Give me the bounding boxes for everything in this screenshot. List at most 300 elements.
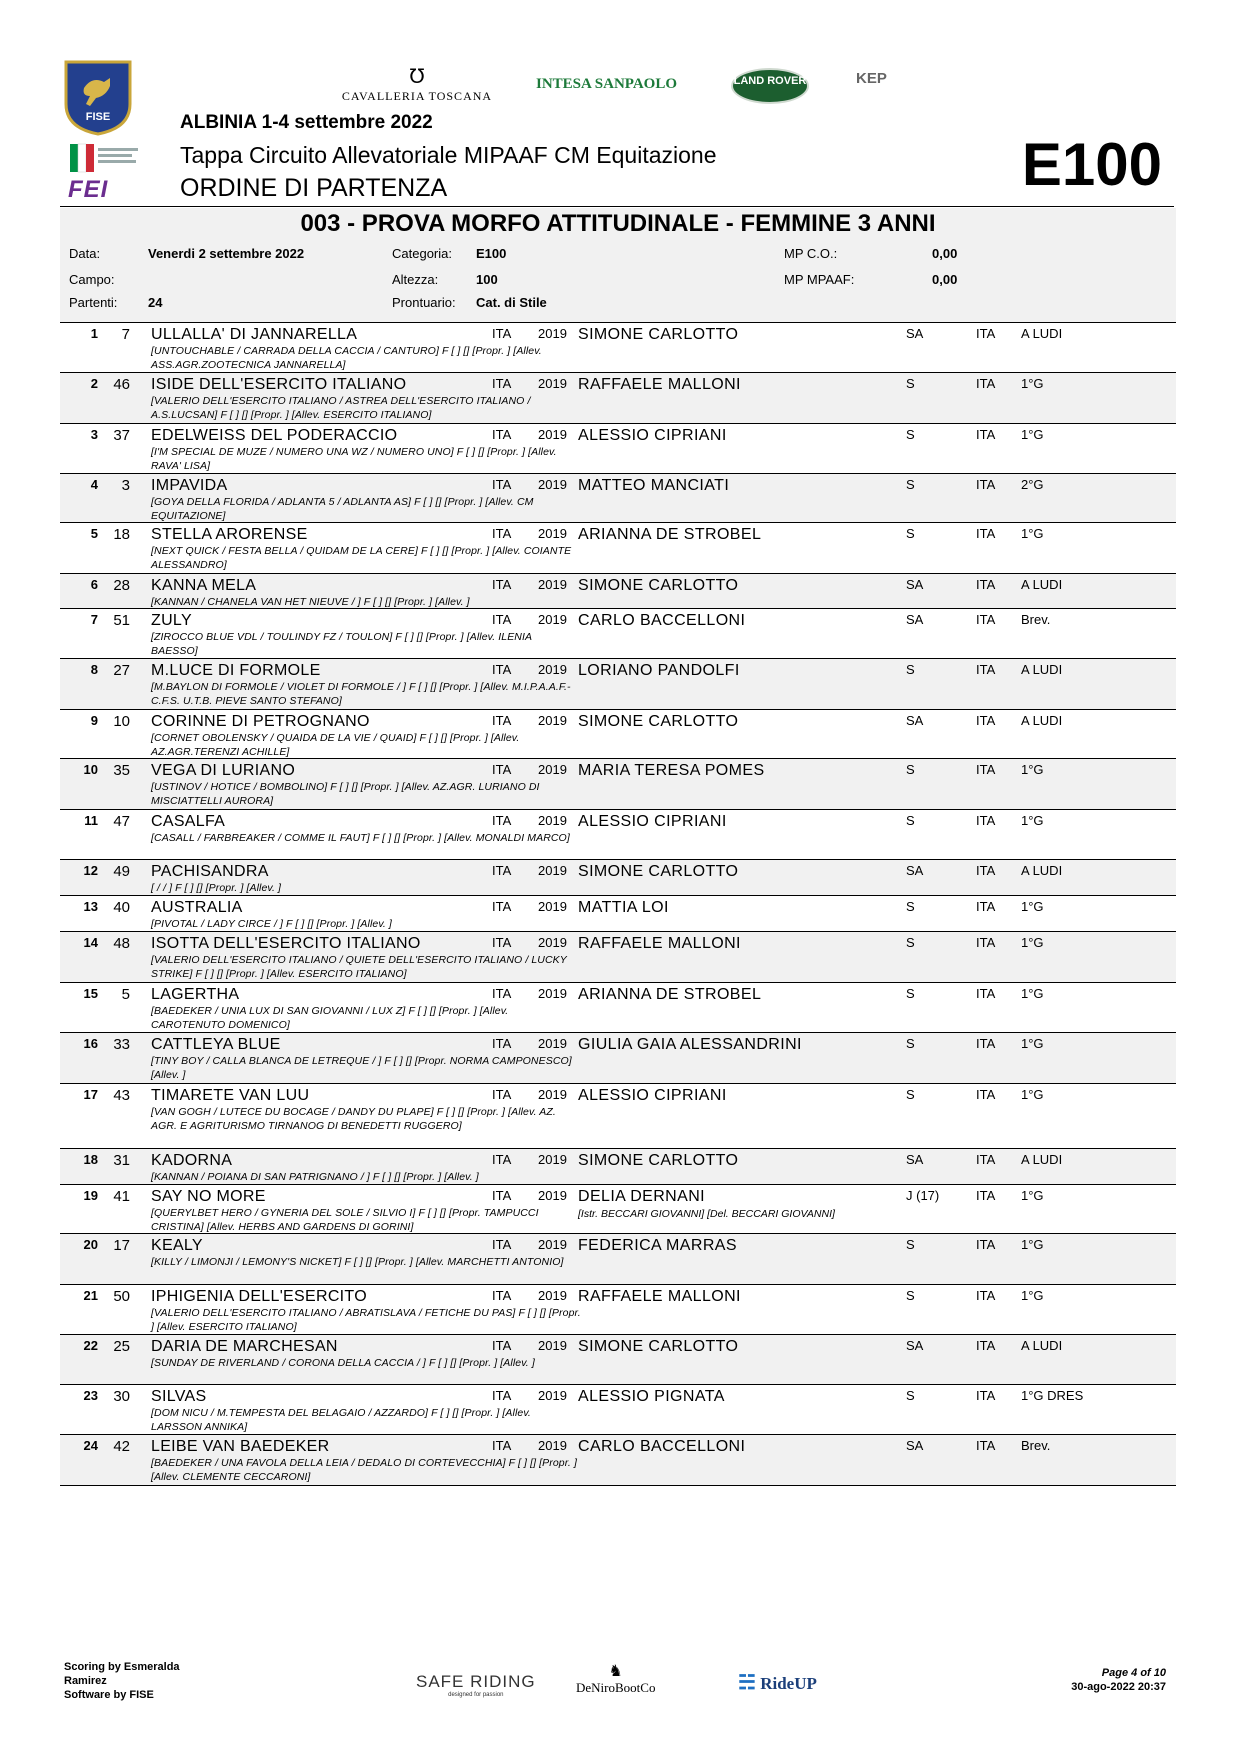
start-order: 18 — [83, 1152, 98, 1167]
rider-name: SIMONE CARLOTTO — [578, 1338, 739, 1355]
rider-nationality: ITA — [976, 1087, 996, 1102]
bib-number: 30 — [113, 1388, 130, 1405]
rider-level: 1°G — [1021, 986, 1044, 1001]
start-list-row — [60, 1284, 1176, 1335]
rider-category: S — [906, 662, 915, 677]
categoria-label: Categoria: — [392, 246, 452, 261]
rider-name: ARIANNA DE STROBEL — [578, 986, 762, 1003]
rider-category: S — [906, 1036, 915, 1051]
start-order: 7 — [90, 612, 98, 627]
horse-nationality: ITA — [492, 986, 512, 1001]
start-list-row — [60, 758, 1176, 810]
horse-pedigree: [VALERIO DELL'ESERCITO ITALIANO / ASTREA DELL'ESERCITO ITALIANO / A.S.LUCSAN] F [ ] [] [Propr. ] [Allev. ESERCITO ITALIANO] — [151, 395, 531, 421]
rider-category: S — [906, 1388, 915, 1403]
horse-pedigree: [PIVOTAL / LADY CIRCE / ] F [ ] [] [Propr. ] [Allev. ] — [151, 918, 392, 930]
rider-name: FEDERICA MARRAS — [578, 1237, 737, 1254]
horse-birth-year: 2019 — [538, 526, 567, 541]
rider-name: RAFFAELE MALLONI — [578, 935, 741, 952]
prontuario-label: Prontuario: — [392, 295, 456, 310]
start-list-row — [60, 658, 1176, 710]
start-order: 17 — [83, 1087, 98, 1102]
rider-nationality: ITA — [976, 1388, 996, 1403]
horse-pedigree: [KILLY / LIMONJI / LEMONY'S NICKET] F [ ] [] [Propr. ] [Allev. MARCHETTI ANTONIO] — [151, 1256, 564, 1268]
bib-number: 7 — [121, 326, 130, 343]
sponsor-intesa-sanpaolo: INTESA SANPAOLO — [536, 76, 678, 92]
horse-name: CORINNE DI PETROGNANO — [151, 713, 370, 730]
horse-nationality: ITA — [492, 1288, 512, 1303]
horse-birth-year: 2019 — [538, 1188, 567, 1203]
start-order: 8 — [90, 662, 98, 677]
sponsor-deniro-text: DeNiroBootCo — [576, 1680, 656, 1695]
start-list-row — [60, 608, 1176, 659]
rider-nationality: ITA — [976, 477, 996, 492]
altezza-value: 100 — [476, 272, 498, 287]
horse-name: IMPAVIDA — [151, 477, 228, 494]
bib-number: 31 — [113, 1152, 130, 1169]
start-list-row — [60, 1334, 1176, 1385]
horse-pedigree: [SUNDAY DE RIVERLAND / CORONA DELLA CACCIA / ] F [ ] [] [Propr. ] [Allev. ] — [151, 1357, 535, 1369]
horse-name: CATTLEYA BLUE — [151, 1036, 281, 1053]
rider-level: A LUDI — [1021, 863, 1063, 878]
rider-level: Brev. — [1021, 612, 1051, 627]
rider-nationality: ITA — [976, 813, 996, 828]
start-list-row — [60, 982, 1176, 1033]
horse-name: LAGERTHA — [151, 986, 240, 1003]
start-list-row — [60, 372, 1176, 424]
horse-name: IPHIGENIA DELL'ESERCITO — [151, 1288, 367, 1305]
horse-pedigree: [UNTOUCHABLE / CARRADA DELLA CACCIA / CANTURO] F [ ] [] [Propr. ] [Allev. ASS.AGR.ZOOTECNICA JANNARELLA] — [151, 345, 542, 371]
start-list-row — [60, 573, 1176, 609]
rider-name: SIMONE CARLOTTO — [578, 577, 739, 594]
rider-level: A LUDI — [1021, 326, 1063, 341]
horse-name: ISIDE DELL'ESERCITO ITALIANO — [151, 376, 407, 393]
rider-category: S — [906, 899, 915, 914]
horse-nationality: ITA — [492, 1237, 512, 1252]
start-order: 15 — [83, 986, 98, 1001]
rider-level: 1°G — [1021, 762, 1044, 777]
rider-level: 1°G DRES — [1021, 1388, 1084, 1403]
rider-nationality: ITA — [976, 1338, 996, 1353]
start-order: 23 — [83, 1388, 98, 1403]
horse-birth-year: 2019 — [538, 1388, 567, 1403]
rider-name: RAFFAELE MALLONI — [578, 1288, 741, 1305]
rider-category: SA — [906, 1338, 924, 1353]
footer-page-info — [1071, 1666, 1166, 1694]
horse-nationality: ITA — [492, 577, 512, 592]
horse-pedigree: [CORNET OBOLENSKY / QUAIDA DE LA VIE / QUAID] F [ ] [] [Propr. ] [Allev. AZ.AGR.TERENZI ACHILLE] — [151, 732, 520, 758]
horse-birth-year: 2019 — [538, 427, 567, 442]
sponsor-safe-riding — [416, 1672, 536, 1698]
rider-level: 1°G — [1021, 1188, 1044, 1203]
rider-nationality: ITA — [976, 662, 996, 677]
rider-level: A LUDI — [1021, 1338, 1063, 1353]
rider-nationality: ITA — [976, 427, 996, 442]
bib-number: 41 — [113, 1188, 130, 1205]
start-order: 24 — [83, 1438, 98, 1453]
rider-category: S — [906, 1087, 915, 1102]
bib-number: 10 — [113, 713, 130, 730]
rider-level: 1°G — [1021, 526, 1044, 541]
rider-instructor-info: [Istr. BECCARI GIOVANNI] [Del. BECCARI GIOVANNI] — [578, 1208, 835, 1220]
class-title: 003 - PROVA MORFO ATTITUDINALE - FEMMINE 3 ANNI — [300, 210, 936, 237]
horse-name: KEALY — [151, 1237, 203, 1254]
horse-pedigree: [USTINOV / HOTICE / BOMBOLINO] F [ ] [] [Propr. ] [Allev. AZ.AGR. LURIANO DI MISCIATTELLI AURORA] — [151, 781, 540, 807]
rider-nationality: ITA — [976, 1438, 996, 1453]
rider-name: GIULIA GAIA ALESSANDRINI — [578, 1036, 802, 1053]
horse-nationality: ITA — [492, 662, 512, 677]
footer-scoring: Scoring by Esmeralda Ramirez — [64, 1661, 180, 1687]
rideup-swirl-icon: ☵ — [738, 1672, 756, 1694]
start-order: 20 — [83, 1237, 98, 1252]
start-order: 12 — [83, 863, 98, 878]
start-order: 5 — [90, 526, 98, 541]
categoria-value: E100 — [476, 246, 507, 261]
rider-category: S — [906, 1237, 915, 1252]
sponsor-kep-text: KEP — [856, 70, 887, 87]
horseshoe-icon: ℧ — [409, 66, 425, 88]
horse-birth-year: 2019 — [538, 1087, 567, 1102]
rider-nationality: ITA — [976, 612, 996, 627]
rider-name: RAFFAELE MALLONI — [578, 376, 741, 393]
rider-category: S — [906, 813, 915, 828]
horse-nationality: ITA — [492, 326, 512, 341]
rider-name: CARLO BACCELLONI — [578, 612, 746, 629]
rider-nationality: ITA — [976, 863, 996, 878]
rider-name: DELIA DERNANI — [578, 1188, 706, 1205]
rider-nationality: ITA — [976, 326, 996, 341]
rider-category: S — [906, 986, 915, 1001]
horse-icon: ♞ — [608, 1663, 623, 1680]
rider-level: 1°G — [1021, 1237, 1044, 1252]
sponsor-cavalleria-toscana — [332, 66, 502, 104]
horse-pedigree: [I'M SPECIAL DE MUZE / NUMERO UNA WZ / NUMERO UNO] F [ ] [] [Propr. ] [Allev. RAVA' LISA] — [151, 446, 557, 472]
rider-name: ALESSIO PIGNATA — [578, 1388, 725, 1405]
rider-nationality: ITA — [976, 1288, 996, 1303]
horse-name: TIMARETE VAN LUU — [151, 1087, 310, 1104]
rider-nationality: ITA — [976, 526, 996, 541]
rider-nationality: ITA — [976, 899, 996, 914]
horse-birth-year: 2019 — [538, 713, 567, 728]
rider-nationality: ITA — [976, 713, 996, 728]
mp-mpaaf-value: 0,00 — [932, 272, 958, 287]
start-list-row — [60, 423, 1176, 474]
horse-name: EDELWEISS DEL PODERACCIO — [151, 427, 398, 444]
sponsor-land-rover: LAND ROVER — [731, 68, 809, 104]
horse-nationality: ITA — [492, 863, 512, 878]
bib-number: 17 — [113, 1237, 130, 1254]
horse-name: KANNA MELA — [151, 577, 257, 594]
rider-level: 1°G — [1021, 1087, 1044, 1102]
rider-level: A LUDI — [1021, 577, 1063, 592]
start-list-row — [60, 809, 1176, 860]
rider-name: SIMONE CARLOTTO — [578, 713, 739, 730]
start-order: 11 — [84, 813, 98, 828]
horse-name: CASALFA — [151, 813, 226, 830]
data-value: Venerdi 2 settembre 2022 — [148, 246, 305, 261]
rider-category: S — [906, 762, 915, 777]
bib-number: 35 — [113, 762, 130, 779]
rider-nationality: ITA — [976, 986, 996, 1001]
start-order: 6 — [90, 577, 98, 592]
start-order: 3 — [90, 427, 98, 442]
bib-number: 5 — [121, 986, 130, 1003]
rider-name: MATTIA LOI — [578, 899, 669, 916]
rider-category: SA — [906, 1438, 924, 1453]
mp-co-label: MP C.O.: — [784, 246, 838, 261]
header-divider — [60, 206, 1174, 207]
rider-category: S — [906, 477, 915, 492]
rider-name: MATTEO MANCIATI — [578, 477, 730, 494]
horse-birth-year: 2019 — [538, 1237, 567, 1252]
fei-logo: FEI — [68, 176, 109, 203]
horse-birth-year: 2019 — [538, 577, 567, 592]
horse-pedigree: [M.BAYLON DI FORMOLE / VIOLET DI FORMOLE / ] F [ ] [] [Propr. ] [Allev. M.I.P.A.A.F.-C.F.S. U.T.B. PIEVE SANTO STEFANO] — [151, 681, 571, 707]
rider-nationality: ITA — [976, 762, 996, 777]
start-list-row — [60, 1148, 1176, 1185]
horse-name: DARIA DE MARCHESAN — [151, 1338, 338, 1355]
horse-name: STELLA ARORENSE — [151, 526, 308, 543]
rider-name: ARIANNA DE STROBEL — [578, 526, 762, 543]
horse-pedigree: [ZIROCCO BLUE VDL / TOULINDY FZ / TOULON] F [ ] [] [Propr. ] [Allev. ILENIA BAESSO] — [151, 631, 532, 657]
bib-number: 43 — [113, 1087, 130, 1104]
horse-birth-year: 2019 — [538, 1152, 567, 1167]
document-title: ORDINE DI PARTENZA — [180, 174, 448, 202]
bib-number: 27 — [113, 662, 130, 679]
bib-number: 46 — [113, 376, 130, 393]
rider-category: SA — [906, 1152, 924, 1167]
horse-nationality: ITA — [492, 899, 512, 914]
start-order: 13 — [83, 899, 98, 914]
horse-birth-year: 2019 — [538, 612, 567, 627]
prontuario-value: Cat. di Stile — [476, 295, 547, 310]
start-list-row — [60, 473, 1176, 523]
horse-pedigree: [ / / ] F [ ] [] [Propr. ] [Allev. ] — [151, 882, 282, 894]
rider-category: SA — [906, 713, 924, 728]
start-list-row — [60, 1184, 1176, 1234]
rider-category: J (17) — [906, 1188, 940, 1203]
start-list-row — [60, 1384, 1176, 1435]
horse-birth-year: 2019 — [538, 1338, 567, 1353]
horse-pedigree: [KANNAN / POIANA DI SAN PATRIGNANO / ] F [ ] [] [Propr. ] [Allev. ] — [151, 1171, 479, 1183]
rider-level: A LUDI — [1021, 662, 1063, 677]
horse-name: SILVAS — [151, 1388, 207, 1405]
start-list-row — [60, 709, 1176, 759]
horse-name: M.LUCE DI FORMOLE — [151, 662, 321, 679]
start-order: 19 — [83, 1188, 98, 1203]
horse-birth-year: 2019 — [538, 662, 567, 677]
rider-level: 1°G — [1021, 813, 1044, 828]
event-venue-date: ALBINIA 1-4 settembre 2022 — [180, 112, 433, 133]
horse-birth-year: 2019 — [538, 762, 567, 777]
horse-birth-year: 2019 — [538, 1438, 567, 1453]
rider-category: S — [906, 935, 915, 950]
footer-credits — [64, 1660, 224, 1701]
start-list-row — [60, 931, 1176, 983]
horse-name: LEIBE VAN BAEDEKER — [151, 1438, 330, 1455]
bib-number: 18 — [113, 526, 130, 543]
start-order: 16 — [83, 1036, 98, 1051]
bib-number: 37 — [113, 427, 130, 444]
start-list-row — [60, 895, 1176, 932]
horse-name: ISOTTA DELL'ESERCITO ITALIANO — [151, 935, 421, 952]
rider-level: 1°G — [1021, 427, 1044, 442]
rider-name: LORIANO PANDOLFI — [578, 662, 740, 679]
bib-number: 33 — [113, 1036, 130, 1053]
horse-nationality: ITA — [492, 1338, 512, 1353]
horse-name: ULLALLA' DI JANNARELLA — [151, 326, 358, 343]
horse-name: KADORNA — [151, 1152, 233, 1169]
sponsor-rideup-text: RideUP — [760, 1674, 817, 1693]
event-title: Tappa Circuito Allevatoriale MIPAAF CM Equitazione — [180, 142, 717, 168]
rider-category: SA — [906, 612, 924, 627]
rider-nationality: ITA — [976, 1188, 996, 1203]
rider-name: CARLO BACCELLONI — [578, 1438, 746, 1455]
list-end-divider — [60, 1485, 1176, 1486]
horse-nationality: ITA — [492, 1438, 512, 1453]
sponsor-safe-riding-text: SAFE RIDING — [416, 1672, 536, 1691]
horse-birth-year: 2019 — [538, 1036, 567, 1051]
horse-pedigree: [GOYA DELLA FLORIDA / ADLANTA 5 / ADLANTA AS] F [ ] [] [Propr. ] [Allev. CM EQUITAZIONE] — [151, 496, 534, 522]
fise-logo-text: FISE — [85, 111, 111, 123]
start-order: 4 — [90, 477, 98, 492]
rider-category: SA — [906, 326, 924, 341]
horse-pedigree: [VALERIO DELL'ESERCITO ITALIANO / QUIETE DELL'ESERCITO ITALIANO / LUCKY STRIKE] F [ ] [] [Propr. ] [Allev. ESERCITO ITALIANO] — [151, 954, 567, 980]
rider-level: Brev. — [1021, 1438, 1051, 1453]
horse-pedigree: [DOM NICU / M.TEMPESTA DEL BELAGAIO / AZZARDO] F [ ] [] [Propr. ] [Allev. LARSSON ANNIKA] — [151, 1407, 531, 1433]
sponsor-rideup — [738, 1670, 817, 1695]
horse-pedigree: [BAEDEKER / UNA FAVOLA DELLA LEIA / DEDALO DI CORTEVECCHIA] F [ ] [] [Propr. ] [Allev. CLEMENTE CECCARONI] — [151, 1457, 577, 1483]
horse-birth-year: 2019 — [538, 863, 567, 878]
horse-birth-year: 2019 — [538, 376, 567, 391]
rider-level: 2°G — [1021, 477, 1044, 492]
horse-pedigree: [KANNAN / CHANELA VAN HET NIEUVE / ] F [ ] [] [Propr. ] [Allev. ] — [151, 596, 470, 608]
bib-number: 3 — [121, 477, 130, 494]
horse-birth-year: 2019 — [538, 1288, 567, 1303]
horse-nationality: ITA — [492, 427, 512, 442]
horse-nationality: ITA — [492, 935, 512, 950]
mp-mpaaf-label: MP MPAAF: — [784, 272, 855, 287]
bib-number: 48 — [113, 935, 130, 952]
start-order: 9 — [90, 713, 98, 728]
sponsor-kep — [856, 70, 887, 87]
page-number: Page 4 of 10 — [1101, 1667, 1166, 1679]
horse-birth-year: 2019 — [538, 986, 567, 1001]
start-list-row — [60, 1434, 1176, 1486]
horse-name: AUSTRALIA — [151, 899, 243, 916]
rider-level: A LUDI — [1021, 1152, 1063, 1167]
start-list-row — [60, 322, 1176, 373]
campo-label: Campo: — [69, 272, 115, 287]
horse-name: SAY NO MORE — [151, 1188, 266, 1205]
horse-pedigree: [VALERIO DELL'ESERCITO ITALIANO / ABRATISLAVA / FETICHE DU PAS] F [ ] [] [Propr. ] [Allev. ESERCITO ITALIANO] — [151, 1307, 581, 1333]
horse-birth-year: 2019 — [538, 813, 567, 828]
rider-name: SIMONE CARLOTTO — [578, 326, 739, 343]
horse-pedigree: [QUERYLBET HERO / GYNERIA DEL SOLE / SILVIO I] F [ ] [] [Propr. TAMPUCCI CRISTINA] [Allev. HERBS AND GARDENS DI GORINI] — [151, 1207, 539, 1233]
start-list-row — [60, 1233, 1176, 1285]
bib-number: 42 — [113, 1438, 130, 1455]
rider-level: 1°G — [1021, 935, 1044, 950]
start-list-row — [60, 1032, 1176, 1084]
bib-number: 28 — [113, 577, 130, 594]
rider-category: SA — [906, 577, 924, 592]
start-order: 14 — [83, 935, 98, 950]
rider-name: SIMONE CARLOTTO — [578, 863, 739, 880]
horse-pedigree: [TINY BOY / CALLA BLANCA DE LETREQUE / ] F [ ] [] [Propr. NORMA CAMPONESCO] [Allev. ] — [151, 1055, 572, 1081]
horse-nationality: ITA — [492, 612, 512, 627]
horse-birth-year: 2019 — [538, 326, 567, 341]
partenti-value: 24 — [148, 295, 163, 310]
rider-category: S — [906, 526, 915, 541]
print-timestamp: 30-ago-2022 20:37 — [1071, 1681, 1166, 1693]
rider-level: A LUDI — [1021, 713, 1063, 728]
rider-name: MARIA TERESA POMES — [578, 762, 765, 779]
rider-level: 1°G — [1021, 1288, 1044, 1303]
sponsor-deniro-bootco — [576, 1664, 655, 1696]
bib-number: 40 — [113, 899, 130, 916]
horse-pedigree: [CASALL / FARBREAKER / COMME IL FAUT] F [ ] [] [Propr. ] [Allev. MONALDI MARCO] — [151, 832, 570, 844]
rider-name: ALESSIO CIPRIANI — [578, 813, 727, 830]
horse-nationality: ITA — [492, 1152, 512, 1167]
horse-name: VEGA DI LURIANO — [151, 762, 296, 779]
rider-level: 1°G — [1021, 376, 1044, 391]
rider-level: 1°G — [1021, 1036, 1044, 1051]
horse-name: PACHISANDRA — [151, 863, 269, 880]
horse-nationality: ITA — [492, 477, 512, 492]
horse-birth-year: 2019 — [538, 935, 567, 950]
horse-nationality: ITA — [492, 526, 512, 541]
rider-nationality: ITA — [976, 1152, 996, 1167]
rider-name: ALESSIO CIPRIANI — [578, 427, 727, 444]
start-order: 1 — [90, 326, 98, 341]
sponsor-cavalleria-text: CAVALLERIA TOSCANA — [341, 89, 493, 103]
data-label: Data: — [69, 246, 101, 261]
horse-pedigree: [VAN GOGH / LUTECE DU BOCAGE / DANDY DU PLAPE] F [ ] [] [Propr. ] [Allev. AZ. AGR. E AGRITURISMO TIRNANOG DI BENEDETTI RUGGERO] — [151, 1106, 556, 1132]
horse-nationality: ITA — [492, 1036, 512, 1051]
start-order: 2 — [90, 376, 98, 391]
horse-nationality: ITA — [492, 713, 512, 728]
horse-name: ZULY — [151, 612, 192, 629]
horse-birth-year: 2019 — [538, 899, 567, 914]
coni-logo — [68, 142, 144, 174]
horse-nationality: ITA — [492, 762, 512, 777]
bib-number: 25 — [113, 1338, 130, 1355]
class-code: E100 — [1021, 131, 1162, 198]
horse-nationality: ITA — [492, 1388, 512, 1403]
horse-nationality: ITA — [492, 376, 512, 391]
altezza-label: Altezza: — [392, 272, 439, 287]
sponsor-safe-riding-tagline: designed for passion — [448, 1692, 504, 1698]
horse-nationality: ITA — [492, 1188, 512, 1203]
bib-number: 50 — [113, 1288, 130, 1305]
start-list-row — [60, 1083, 1176, 1149]
start-order: 10 — [83, 762, 98, 777]
horse-birth-year: 2019 — [538, 477, 567, 492]
rider-nationality: ITA — [976, 935, 996, 950]
partenti-label: Partenti: — [69, 295, 118, 310]
fise-logo — [60, 58, 136, 136]
rider-category: S — [906, 1288, 915, 1303]
rider-category: SA — [906, 863, 924, 878]
horse-nationality: ITA — [492, 1087, 512, 1102]
rider-level: 1°G — [1021, 899, 1044, 914]
rider-nationality: ITA — [976, 577, 996, 592]
rider-category: S — [906, 427, 915, 442]
horse-pedigree: [NEXT QUICK / FESTA BELLA / QUIDAM DE LA CERE] F [ ] [] [Propr. ] [Allev. COIANTE ALESSANDRO] — [151, 545, 572, 571]
start-list-row — [60, 859, 1176, 896]
bib-number: 47 — [113, 813, 130, 830]
rider-nationality: ITA — [976, 376, 996, 391]
horse-nationality: ITA — [492, 813, 512, 828]
